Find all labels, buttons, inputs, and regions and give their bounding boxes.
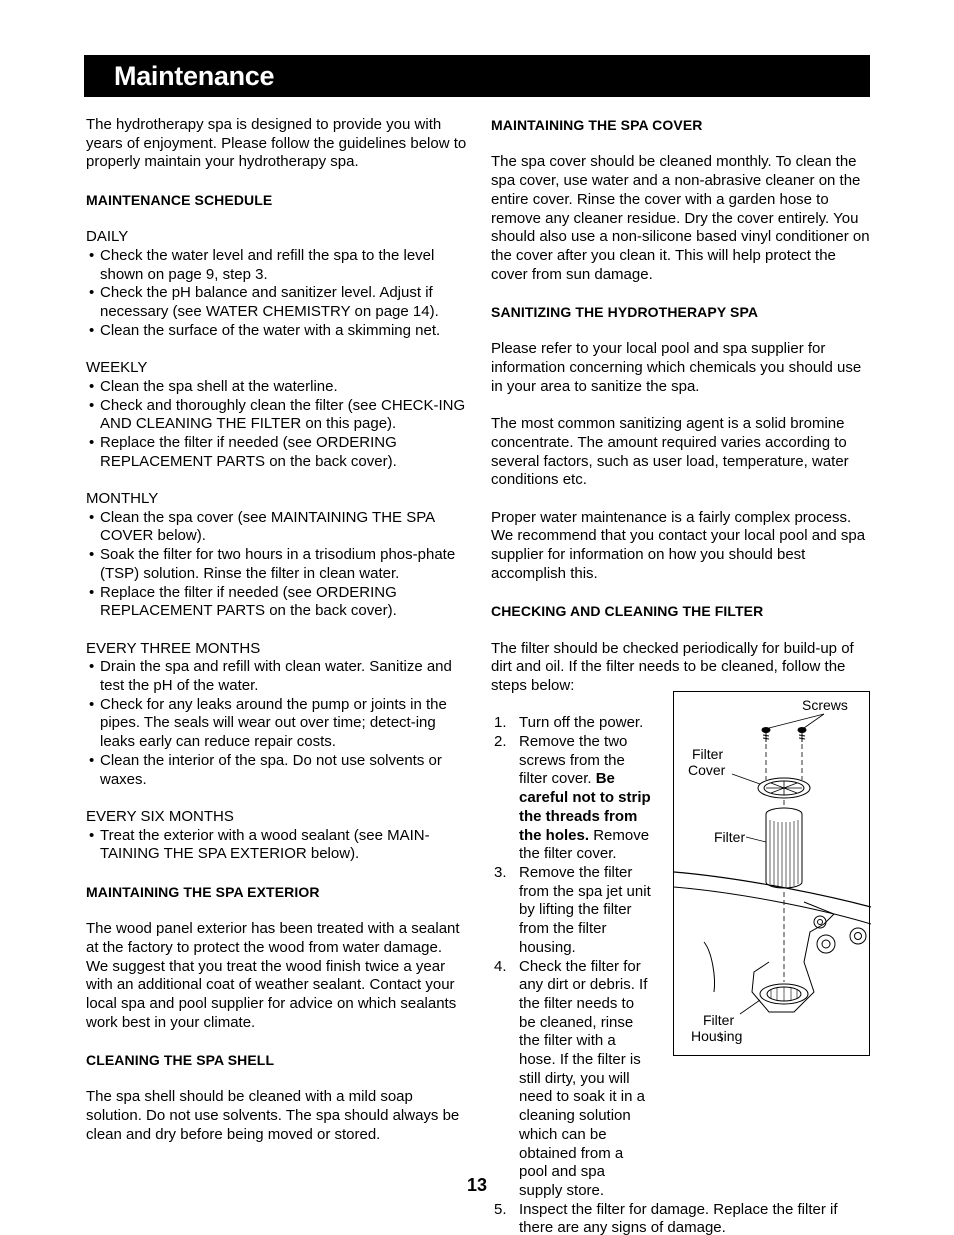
spa-cover-heading: MAINTAINING THE SPA COVER xyxy=(491,117,703,133)
list-item: • Replace the filter if needed (see ORDERING REPLACEMENT PARTS on the back cover). xyxy=(86,434,468,471)
six-months-list xyxy=(86,827,468,864)
step-number: 1. xyxy=(494,714,507,732)
step-text-after: Remove the filter cover. xyxy=(519,826,650,863)
screws-label: Screws xyxy=(802,697,848,713)
jet-icon xyxy=(850,928,866,944)
list-item: • Clean the interior of the spa. Do not use solvents or waxes. xyxy=(86,752,468,789)
spa-shell-heading: CLEANING THE SPA SHELL xyxy=(86,1052,275,1069)
daily-label: DAILY xyxy=(86,228,129,246)
spa-shell-paragraph: The spa shell should be cleaned with a mild soap solution. Do not use solvents. The spa should always be clean and dry before being moved or stored. xyxy=(86,1088,460,1143)
step-text: Turn off the power. xyxy=(519,714,644,732)
screw-icon xyxy=(762,728,770,743)
filter-cover xyxy=(758,778,810,798)
monthly-list xyxy=(86,509,468,621)
step-warning: Be careful not to strip the threads from the holes. xyxy=(519,770,651,844)
title-banner xyxy=(84,55,870,97)
step-number: 4. xyxy=(494,957,507,975)
sanitizing-paragraph-3: Proper water maintenance is a fairly complex process. We recommend that you contact your local pool and spa supplier for information on how you should best accomplish this. xyxy=(491,508,866,582)
monthly-label: MONTHLY xyxy=(86,490,159,507)
list-item: • Treat the exterior with a wood sealant (see MAIN-TAINING THE SPA EXTERIOR below). xyxy=(86,827,468,864)
three-months-list xyxy=(86,658,468,789)
list-item: • Drain the spa and refill with clean water. Sanitize and test the pH of the water. xyxy=(86,658,468,695)
sanitizing-paragraph-1: Please refer to your local pool and spa supplier for information concerning which chemicals you should use in your area to sanitize the spa. xyxy=(491,340,862,395)
page-title: Maintenance xyxy=(114,61,275,91)
step-text: Remove the two screws from the filter cover. xyxy=(519,733,628,788)
right-column xyxy=(491,116,873,1235)
six-months-label: EVERY SIX MONTHS xyxy=(86,807,234,825)
list-item: • Clean the spa cover (see MAINTAINING THE SPA COVER below). xyxy=(86,509,468,546)
list-item: • Check for any leaks around the pump or joints in the pipes. The seals will wear out over time; detect-ing leaks early can reduce repair costs. xyxy=(86,696,468,752)
maintenance-schedule-heading: MAINTENANCE SCHEDULE xyxy=(86,191,273,208)
spa-exterior-heading: MAINTAINING THE SPA EXTERIOR xyxy=(86,883,320,900)
list-item: • Clean the surface of the water with a skimming net. xyxy=(86,322,468,341)
step-item xyxy=(491,714,651,733)
sanitizing-heading: SANITIZING THE HYDROTHERAPY SPA xyxy=(491,304,759,320)
sanitizing-paragraph-2: The most common sanitizing agent is a solid bromine concentrate. The amount required varies according to several factors, such as user load, temperature, water conditions etc. xyxy=(491,415,849,489)
step-item xyxy=(491,733,651,864)
intro-paragraph: The hydrotherapy spa is designed to provide you with years of enjoyment. Please follow the guidelines below to properly maintain your hydrotherapy spa. xyxy=(86,116,467,171)
list-item: • Check and thoroughly clean the filter (see CHECK-ING AND CLEANING THE FILTER on this page). xyxy=(86,397,468,434)
filter-intro-paragraph: The filter should be checked periodically for build-up of dirt and oil. If the filter needs to be cleaned, follow the steps below: xyxy=(491,639,854,694)
step-item xyxy=(491,1201,853,1235)
page-number: 13 xyxy=(466,1175,488,1195)
left-column xyxy=(86,116,468,1163)
list-item: • Check the water level and refill the spa to the level shown on page 9, step 3. xyxy=(86,247,468,284)
filter-label: Filter xyxy=(714,829,746,845)
daily-list xyxy=(86,247,468,341)
filter-heading: CHECKING AND CLEANING THE FILTER xyxy=(491,603,764,620)
screw-icon xyxy=(798,728,806,743)
filter-housing xyxy=(760,984,808,1004)
list-item: • Replace the filter if needed (see ORDERING REPLACEMENT PARTS on the back cover). xyxy=(86,584,468,621)
spa-cover-paragraph: The spa cover should be cleaned monthly. To clean the spa cover, use water and a non-abrasive cleaner on the entire cover. Rinse the cover with a garden hose to remove any cleaner residue. Dry the cover entirely. You should also use a non-silicone based vinyl conditioner on the cover after you clean it. This will help protect the cover from sun damage. xyxy=(491,153,870,283)
step-text: Inspect the filter for damage. Replace the filter if there are any signs of damage. xyxy=(519,1200,838,1235)
spa-exterior-paragraph: The wood panel exterior has been treated with a sealant at the factory to protect the wood from water damage. We suggest that you treat the wood finish twice a year with an additional coat of weather sealant. Contact your local spa and pool supplier for advice on which sealants work best in your climate. xyxy=(86,920,460,1031)
filter-diagram xyxy=(673,691,870,1056)
weekly-label: WEEKLY xyxy=(86,359,148,377)
list-item: • Soak the filter for two hours in a trisodium phos-phate (TSP) solution. Rinse the filter in clean water. xyxy=(86,546,468,583)
jet-icon xyxy=(817,935,835,953)
step-number: 5. xyxy=(494,1200,507,1218)
step-text: Remove the filter from the spa jet unit by lifting the filter from the filter housing. xyxy=(519,864,651,956)
step-number: 2. xyxy=(494,733,507,751)
filter-cover-label-line-2: Cover xyxy=(688,762,726,778)
filter-housing-label-line-2: Housing xyxy=(691,1028,743,1044)
weekly-list xyxy=(86,378,468,472)
filter-cover-label-line-1: Filter xyxy=(692,746,724,762)
list-item: • Check the pH balance and sanitizer level. Adjust if necessary (see WATER CHEMISTRY on page 14). xyxy=(86,284,468,321)
filter-housing-label-line-1: Filter xyxy=(703,1012,735,1028)
step-item xyxy=(491,864,651,958)
list-item: • Clean the spa shell at the waterline. xyxy=(86,378,468,397)
three-months-label: EVERY THREE MONTHS xyxy=(86,639,261,657)
filter-cartridge xyxy=(766,808,802,888)
step-text: Check the filter for any dirt or debris. If the filter needs to be cleaned, rinse the filter with a hose. If the filter is still dirty, you will need to soak it in a cleaning solution which can be obtained from a pool and spa supply store. xyxy=(519,957,648,1199)
step-number: 3. xyxy=(494,864,507,881)
